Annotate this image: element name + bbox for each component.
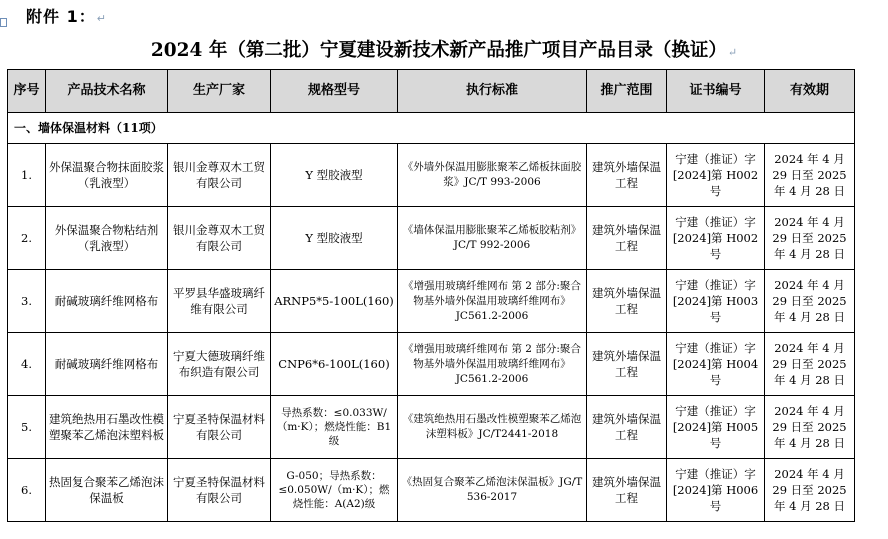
scope: 建筑外墙保温工程	[587, 396, 667, 459]
scope: 建筑外墙保温工程	[587, 207, 667, 270]
cert-number: 宁建（推证）字[2024]第 H004 号	[667, 333, 765, 396]
validity: 2024 年 4 月 29 日至 2025 年 4 月 28 日	[765, 270, 855, 333]
manufacturer: 宁夏大德玻璃纤维布织造有限公司	[168, 333, 271, 396]
product-name: 耐碱玻璃纤维网格布	[46, 333, 168, 396]
spec-model: 导热系数：≤0.033W/（m·K）；燃烧性能：B1 级	[271, 396, 398, 459]
column-header-spec: 规格型号	[271, 70, 398, 113]
row-no: 6.	[8, 459, 46, 522]
table-row	[8, 207, 855, 270]
validity: 2024 年 4 月 29 日至 2025 年 4 月 28 日	[765, 144, 855, 207]
column-header-standard: 执行标准	[398, 70, 587, 113]
column-header-name: 产品技术名称	[46, 70, 168, 113]
validity: 2024 年 4 月 29 日至 2025 年 4 月 28 日	[765, 396, 855, 459]
column-header-validity: 有效期	[765, 70, 855, 113]
scope: 建筑外墙保温工程	[587, 459, 667, 522]
table-row	[8, 270, 855, 333]
table-row	[8, 396, 855, 459]
column-header-maker: 生产厂家	[168, 70, 271, 113]
cert-number: 宁建（推证）字[2024]第 H002 号	[667, 144, 765, 207]
standard: 《增强用玻璃纤维网布 第 2 部分:聚合物基外墙外保温用玻璃纤维网布》 JC561.2-2006	[398, 333, 587, 396]
spec-model: Y 型胶液型	[271, 144, 398, 207]
row-no: 2.	[8, 207, 46, 270]
manufacturer: 银川金尊双木工贸有限公司	[168, 207, 271, 270]
product-catalog-table	[7, 69, 855, 522]
product-name: 耐碱玻璃纤维网格布	[46, 270, 168, 333]
table-row	[8, 333, 855, 396]
spec-model: ARNP5*5-100L(160)	[271, 270, 398, 333]
row-no: 1.	[8, 144, 46, 207]
category-row	[8, 113, 855, 144]
cert-number: 宁建（推证）字[2024]第 H005 号	[667, 396, 765, 459]
row-no: 4.	[8, 333, 46, 396]
cert-number: 宁建（推证）字[2024]第 H003 号	[667, 270, 765, 333]
scope: 建筑外墙保温工程	[587, 333, 667, 396]
product-name: 建筑绝热用石墨改性模塑聚苯乙烯泡沫塑料板	[46, 396, 168, 459]
manufacturer: 宁夏圣特保温材料有限公司	[168, 459, 271, 522]
row-no: 5.	[8, 396, 46, 459]
product-name: 热固复合聚苯乙烯泡沫保温板	[46, 459, 168, 522]
row-no: 3.	[8, 270, 46, 333]
category-label: 一、墙体保温材料（11项）	[8, 113, 855, 144]
scope: 建筑外墙保温工程	[587, 270, 667, 333]
standard: 《增强用玻璃纤维网布 第 2 部分:聚合物基外墙外保温用玻璃纤维网布》 JC561.2-2006	[398, 270, 587, 333]
standard: 《热固复合聚苯乙烯泡沫保温板》JG/T 536-2017	[398, 459, 587, 522]
standard: 《墙体保温用膨胀聚苯乙烯板胶粘剂》JC/T 992-2006	[398, 207, 587, 270]
manufacturer: 平罗县华盛玻璃纤维有限公司	[168, 270, 271, 333]
attachment-label: 附件 1：↵	[26, 7, 107, 26]
spec-model: Y 型胶液型	[271, 207, 398, 270]
column-header-scope: 推广范围	[587, 70, 667, 113]
table-header-row	[8, 70, 855, 113]
spec-model: G-050；导热系数：≤0.050W/（m·K）；燃烧性能：A(A2)级	[271, 459, 398, 522]
column-header-cert: 证书编号	[667, 70, 765, 113]
scope: 建筑外墙保温工程	[587, 144, 667, 207]
cert-number: 宁建（推证）字[2024]第 H006 号	[667, 459, 765, 522]
standard: 《建筑绝热用石墨改性模塑聚苯乙烯泡沫塑料板》JC/T2441-2018	[398, 396, 587, 459]
standard: 《外墙外保温用膨胀聚苯乙烯板抹面胶浆》JC/T 993-2006	[398, 144, 587, 207]
cert-number: 宁建（推证）字[2024]第 H002 号	[667, 207, 765, 270]
table-row	[8, 144, 855, 207]
validity: 2024 年 4 月 29 日至 2025 年 4 月 28 日	[765, 207, 855, 270]
column-header-no: 序号	[8, 70, 46, 113]
object-anchor-icon	[0, 18, 7, 27]
validity: 2024 年 4 月 29 日至 2025 年 4 月 28 日	[765, 459, 855, 522]
product-name: 外保温聚合物粘结剂（乳液型）	[46, 207, 168, 270]
manufacturer: 银川金尊双木工贸有限公司	[168, 144, 271, 207]
product-name: 外保温聚合物抹面胶浆（乳液型）	[46, 144, 168, 207]
table-row	[8, 459, 855, 522]
document-title: 2024 年（第二批）宁夏建设新技术新产品推广项目产品目录（换证）↵	[150, 40, 738, 61]
manufacturer: 宁夏圣特保温材料有限公司	[168, 396, 271, 459]
spec-model: CNP6*6-100L(160)	[271, 333, 398, 396]
validity: 2024 年 4 月 29 日至 2025 年 4 月 28 日	[765, 333, 855, 396]
